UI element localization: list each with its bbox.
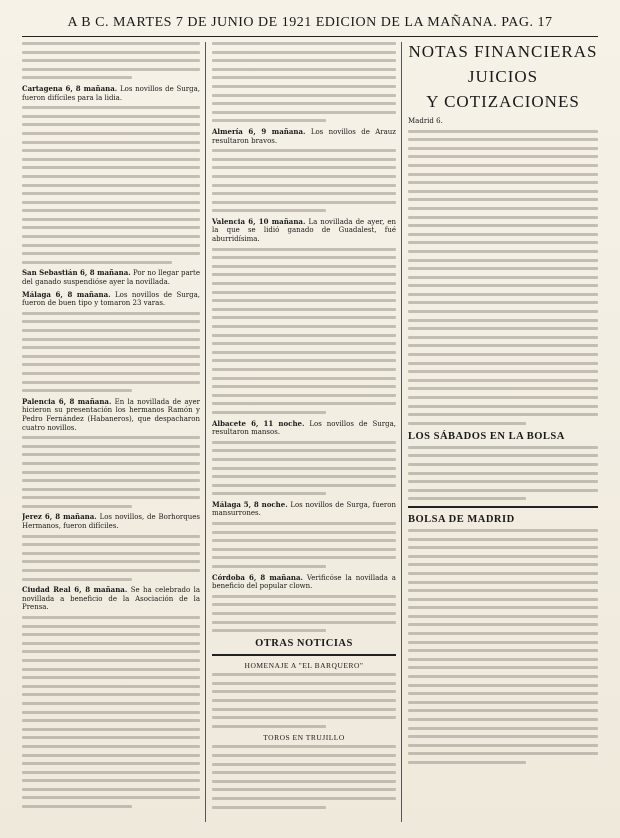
- report-paragraph: Almería 6, 9 mañana. Los novillos de Arauz resultaron bravos.: [212, 126, 396, 145]
- column-1: [22, 42, 200, 822]
- homenaje-heading: HOMENAJE A "EL BARQUERO": [244, 661, 364, 671]
- report-paragraph: San Sebastián 6, 8 mañana. Por no llegar parte del ganado suspendióse ayer la novillada.: [22, 268, 200, 287]
- column-2: [212, 42, 396, 822]
- bolsa-madrid-title: BOLSA DE MADRID: [408, 513, 515, 525]
- dateline: Madrid 6.: [408, 117, 443, 125]
- report-paragraph: Jerez 6, 8 mañana. Los novillos, de Borhorques Hermanos, fueron difíciles.: [22, 512, 200, 531]
- toros-trujillo-heading: TOROS EN TRUJILLO: [263, 733, 345, 743]
- report-paragraph: Córdoba 6, 8 mañana. Verificóse la novillada a beneficio del popular clown.: [212, 572, 396, 591]
- report-paragraph: Valencia 6, 10 mañana. La novillada de ayer, en la que se lidió ganado de Guadalest, fué aburridísima.: [212, 216, 396, 244]
- section-title-otras-noticias: OTRAS NOTICIAS: [255, 638, 353, 650]
- column-3: [408, 42, 598, 822]
- report-paragraph: Ciudad Real 6, 8 mañana. Se ha celebrado la novillada a beneficio de la Asociación de la Prensa.: [22, 585, 200, 612]
- cotizaciones-title: Y COTIZACIONES: [426, 92, 580, 111]
- report-paragraph: Cartagena 6, 8 mañana. Los novillos de Surga, fueron difíciles para la lidia.: [22, 83, 200, 102]
- page-header: A B C. MARTES 7 DE JUNIO DE 1921 EDICION DE LA MAÑANA. PAG. 17: [22, 10, 598, 37]
- report-paragraph: Málaga 6, 8 mañana. Los novillos de Surga, fueron de buen tipo y tomaron 23 varas.: [22, 289, 200, 308]
- sabados-bolsa-title: LOS SÁBADOS EN LA BOLSA: [408, 430, 565, 442]
- notas-financieras-title: NOTAS FINANCIERAS: [408, 42, 598, 61]
- section-rule: [408, 506, 598, 508]
- column-divider: [205, 42, 206, 822]
- juicios-title: JUICIOS: [467, 67, 539, 86]
- report-paragraph: Palencia 6, 8 mañana. En la novillada de ayer hicieron su presentación los hermanos Ramón y Pedro Fernández (Habaneros), que despacharon cuatro novillos.: [22, 396, 200, 432]
- column-divider: [401, 42, 402, 822]
- report-paragraph: Albacete 6, 11 noche. Los novillos de Surga, resultaron mansos.: [212, 418, 396, 437]
- section-rule: [212, 654, 396, 656]
- report-paragraph: Málaga 5, 8 noche. Los novillos de Surga, fueron mansurrones.: [212, 499, 396, 518]
